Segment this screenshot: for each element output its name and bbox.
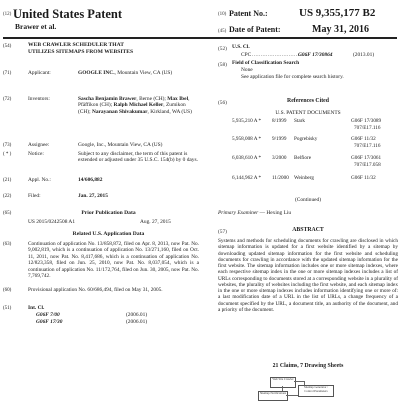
references-continued: (Continued) bbox=[294, 197, 322, 203]
prior-publication-date: Aug. 27, 2015 bbox=[140, 219, 171, 225]
appl-no-value: 14/606,882 bbox=[78, 177, 103, 183]
reference-name: Pogrebisky bbox=[294, 136, 318, 142]
reference-class: G06F 17/3089 bbox=[351, 118, 382, 124]
figure-box-generator: Sitemap Generator / Control Parameters bbox=[298, 385, 334, 397]
inid-code-51: (51) bbox=[3, 306, 12, 311]
inventor-name: Max Ibel bbox=[167, 96, 189, 102]
abstract-text: Systems and methods for scheduling documents for crawling are disclosed in which sitemap information is updated for a first website identified by a sitemap by downloading updated sitemap information for the first website and scheduling documents for crawling in accordance with the updated sitemap information for the first website. The sitemap information includes one or more sitemap indexes, where each respective sitemap index in the one or more sitemap indexes includes a list of URLs corresponding to documents stored at a corresponding website in a plurality of websites, the plurality of websites including the first website, and each sitemap index in the one or more sitemap indexes includes information identifying one or more of: a last modification date of a URL in the list of URLs, a change frequency of a document specified by the URL, a document title, an authority of the document, and a priority of the document. bbox=[218, 238, 398, 313]
inid-code-63: (63) bbox=[3, 242, 12, 247]
header-rule bbox=[3, 37, 397, 39]
date-of-patent: May 31, 2016 bbox=[312, 24, 369, 35]
prior-publication-number: US 2015/0242508 A1 bbox=[28, 219, 76, 225]
reference-class: G06F 11/32 bbox=[351, 175, 376, 181]
applicant-label: Applicant: bbox=[28, 70, 51, 76]
field-of-search-note: See application file for complete search history. bbox=[241, 74, 344, 80]
applicant-value bbox=[78, 70, 198, 76]
cpc-leader: ................................ bbox=[252, 52, 308, 58]
filed-value: Jan. 27, 2015 bbox=[78, 193, 108, 199]
reference-date: 9/1999 bbox=[272, 136, 287, 142]
int-cl-label: Int. Cl. bbox=[28, 305, 45, 311]
inid-code-72: (72) bbox=[3, 97, 12, 102]
notice-code: ( * ) bbox=[3, 152, 12, 157]
inventor-location: , Pfäffikon (CH); bbox=[78, 96, 190, 109]
inid-code-52: (52) bbox=[218, 46, 227, 52]
reference-class-secondary: 707/E17.058 bbox=[354, 162, 381, 168]
patent-number: US 9,355,177 B2 bbox=[299, 7, 376, 19]
invention-title bbox=[28, 42, 133, 56]
reference-class: G06F 17/3061 bbox=[351, 155, 382, 161]
related-application-heading: Related U.S. Application Data bbox=[72, 231, 145, 237]
inventor-location: , Kirkland, WA (US) bbox=[147, 108, 192, 115]
invention-title-line2: UTILIZES SITEMAPS FROM WEBSITES bbox=[28, 49, 134, 55]
reference-date: 11/2000 bbox=[272, 175, 289, 181]
provisional-data: Provisional application No. 60/686,494, filed on May 31, 2005. bbox=[28, 287, 163, 293]
notice-label: Notice: bbox=[28, 151, 44, 157]
inventor-name: Narayanan Shivakumar bbox=[91, 108, 148, 115]
inventor-short: Brawer et al. bbox=[15, 22, 57, 31]
int-cl-version: (2006.01) bbox=[126, 319, 148, 325]
cpc-label: CPC bbox=[241, 52, 252, 58]
int-cl-version: (2006.01) bbox=[126, 312, 148, 318]
inid-code-58: (58) bbox=[218, 62, 227, 68]
inid-code-10: (10) bbox=[218, 12, 227, 17]
inid-code-54: (54) bbox=[3, 44, 12, 49]
applicant-name: GOOGLE INC. bbox=[78, 70, 115, 76]
reference-number: 6,038,610 A * bbox=[232, 155, 262, 161]
figure-box-notifications: Sitemap Notifications bbox=[258, 391, 288, 401]
assignee-label: Assignee: bbox=[28, 142, 50, 148]
prior-publication-heading: Prior Publication Data bbox=[81, 210, 136, 216]
reference-name: Weinberg bbox=[294, 175, 314, 181]
reference-class-secondary: 707/E17.116 bbox=[354, 125, 381, 131]
inventor-name: Ralph Michael Keller bbox=[113, 102, 164, 109]
figure-connector bbox=[294, 381, 304, 382]
document-title: United States Patent bbox=[13, 7, 123, 21]
us-patent-documents-heading: U.S. PATENT DOCUMENTS bbox=[275, 110, 341, 116]
inid-code-73: (73) bbox=[3, 143, 12, 148]
field-of-search-none: None bbox=[241, 67, 253, 73]
inid-code-60: (60) bbox=[3, 288, 12, 293]
inid-code-71: (71) bbox=[3, 71, 12, 76]
reference-date: 3/2000 bbox=[272, 155, 287, 161]
inid-code-21: (21) bbox=[3, 178, 12, 183]
inventors-label: Inventors: bbox=[28, 96, 50, 102]
figure-connector bbox=[304, 381, 305, 385]
int-cl-class: G06F 7/00 bbox=[36, 312, 60, 318]
reference-number: 6,144,962 A * bbox=[232, 175, 262, 181]
cpc-value: G06F 17/30864 bbox=[298, 52, 333, 58]
inid-code-56: (56) bbox=[218, 100, 227, 106]
inventor-location: , Zumikon (CH); bbox=[78, 102, 186, 115]
inventor-location: , Berne (CH); bbox=[136, 96, 168, 102]
inid-code-22: (22) bbox=[3, 194, 12, 199]
claims-summary: 21 Claims, 7 Drawing Sheets bbox=[272, 363, 344, 369]
continuation-data: Continuation of application No. 13/858,872, filed on Apr. 8, 2013, now Pat. No. 9,002,819, which is a continuation of application No. 13/271,160, filed on Oct. 11, 2011, now Pat. No. 8,417,686, which is a continuation of application No. 12/823,358, filed on Jun. 25, 2010, now Pat. No. 8,037,054, which is a continuation of application No. 11/172,764, filed on Jun. 30, 2005, now Pat. No. 7,769,742. bbox=[28, 241, 199, 280]
invention-title-line1: WEB CRAWLER SCHEDULER THAT bbox=[28, 42, 124, 48]
references-cited-heading: References Cited bbox=[287, 98, 329, 104]
int-cl-class: G06F 17/30 bbox=[36, 319, 63, 325]
reference-date: 8/1999 bbox=[272, 118, 287, 124]
figure-connector bbox=[282, 386, 283, 391]
notice-text: Subject to any disclaimer, the term of this patent is extended or adjusted under 35 U.S.C. 154(b) by 0 days. bbox=[78, 151, 198, 164]
abstract-heading: ABSTRACT bbox=[292, 227, 324, 233]
us-cl-label: U.S. Cl. bbox=[232, 44, 250, 50]
reference-number: 5,935,210 A * bbox=[232, 118, 262, 124]
filed-label: Filed: bbox=[28, 193, 41, 199]
appl-no-label: Appl. No.: bbox=[28, 177, 51, 183]
inid-code-57: (57) bbox=[218, 229, 227, 235]
reference-name: Stark bbox=[294, 118, 305, 124]
figure-box-crawler: Web Site Crawler bbox=[270, 377, 296, 388]
reference-class: G06F 11/32 bbox=[351, 136, 376, 142]
inid-code-65: (65) bbox=[3, 211, 12, 216]
cpc-version: (2013.01) bbox=[353, 52, 375, 58]
inventors-value bbox=[78, 96, 198, 115]
primary-examiner-name: — Hexing Liu bbox=[258, 210, 292, 216]
inid-code-12: (12) bbox=[3, 12, 12, 17]
reference-number: 5,958,008 A * bbox=[232, 136, 262, 142]
assignee-value: Google, Inc., Mountain View, CA (US) bbox=[78, 142, 163, 148]
primary-examiner-label: Primary Examiner bbox=[218, 210, 259, 216]
applicant-location: , Mountain View, CA (US) bbox=[114, 70, 173, 76]
figure-connector bbox=[286, 395, 298, 396]
patent-no-label: Patent No.: bbox=[229, 9, 268, 18]
date-of-patent-label: Date of Patent: bbox=[229, 25, 281, 34]
field-of-search-label: Field of Classification Search bbox=[232, 60, 300, 66]
inid-code-45: (45) bbox=[218, 29, 227, 34]
reference-name: Belfiore bbox=[294, 155, 311, 161]
reference-class-secondary: 707/E17.116 bbox=[354, 143, 381, 149]
inventor-name: Sascha Benjamin Brawer bbox=[78, 96, 137, 102]
primary-examiner bbox=[218, 210, 291, 216]
